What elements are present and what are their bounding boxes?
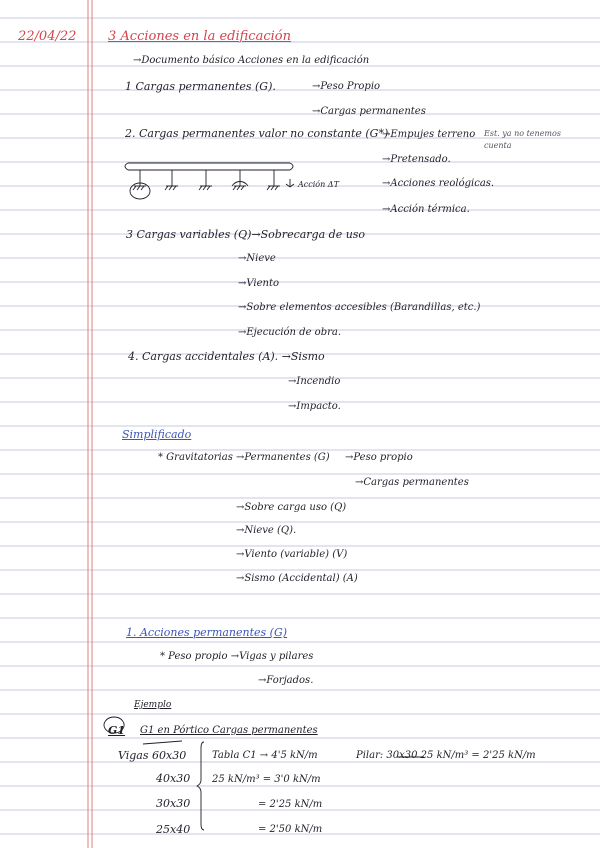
- note-line: →Empujes terreno: [382, 129, 476, 140]
- note-line: →Forjados.: [258, 675, 314, 686]
- example-heading: Ejemplo: [134, 700, 172, 710]
- note-line: * Peso propio →Vigas y pilares: [160, 651, 314, 662]
- note-line: 25 kN/m³ = 3'0 kN/m: [212, 774, 321, 785]
- note-line: →Nieve (Q).: [236, 525, 297, 536]
- note-line: 1 Cargas permanentes (G).: [125, 80, 276, 93]
- note-line: →Pretensado.: [382, 154, 451, 165]
- note-line: Pilar: 30x30 25 kN/m³ = 2'25 kN/m: [356, 750, 536, 761]
- note-line: →Impacto.: [288, 401, 341, 412]
- note-line: G1 en Pórtico Cargas permanentes: [140, 725, 318, 736]
- section-heading: 1. Acciones permanentes (G): [126, 626, 288, 639]
- note-line: →Cargas permanentes: [312, 106, 426, 117]
- note-line: →Peso propio: [345, 452, 413, 463]
- note-line: 4. Cargas accidentales (A). →Sismo: [128, 350, 325, 363]
- note-line: →Documento básico Acciones en la edificación: [133, 55, 370, 66]
- note-line: 30x30: [156, 797, 191, 810]
- margin-lines: [88, 0, 92, 848]
- note-line: = 2'50 kN/m: [258, 824, 323, 835]
- note-line: 2. Cargas permanentes valor no constante (G*): [125, 127, 389, 140]
- note-line: →Cargas permanentes: [355, 477, 469, 488]
- beam-sketch: [125, 163, 294, 199]
- note-line: →Sismo (Accidental) (A): [236, 573, 358, 584]
- note-line: →Viento: [238, 278, 280, 289]
- note-line: * Gravitatorias →Permanentes (G): [158, 452, 330, 463]
- section-heading: Simplificado: [122, 428, 192, 441]
- note-line: 40x30: [156, 772, 191, 785]
- note-line: Tabla C1 → 4'5 kN/m: [212, 750, 318, 761]
- note-line: →Acción térmica.: [382, 204, 470, 215]
- note-line: 3 Cargas variables (Q)→Sobrecarga de uso: [126, 228, 366, 241]
- note-line: →Acciones reológicas.: [382, 178, 495, 189]
- note-line: Vigas 60x30: [118, 749, 187, 762]
- example-tag: G1: [108, 724, 126, 737]
- note-line: 25x40: [156, 823, 191, 836]
- page-title: 3 Acciones en la edificación: [108, 29, 291, 44]
- note-line: →Incendio: [288, 376, 341, 387]
- note-line: →Nieve: [238, 253, 276, 264]
- note-line: →Sobre carga uso (Q): [236, 502, 347, 513]
- note-line: →Viento (variable) (V): [236, 549, 348, 560]
- note-line: →Peso Propio: [312, 81, 381, 92]
- side-note: Est. ya no tenemos cuenta: [484, 129, 561, 150]
- page-date: 22/04/22: [18, 29, 77, 44]
- note-line: →Ejecución de obra.: [238, 327, 342, 338]
- note-line: →Sobre elementos accesibles (Barandillas, etc.): [238, 302, 481, 313]
- sketch-label: Acción ΔT: [298, 180, 339, 189]
- note-line: = 2'25 kN/m: [258, 799, 323, 810]
